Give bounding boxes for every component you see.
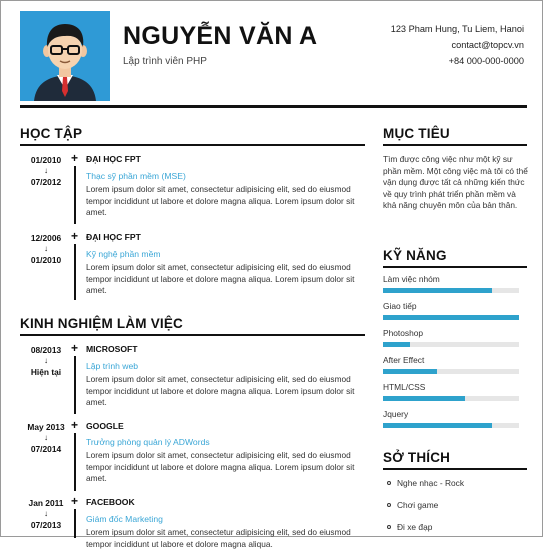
experience-entry [20, 418, 365, 489]
arrow-down-icon: ↓ [44, 244, 48, 253]
entry-role: Kỹ nghệ phần mềm [86, 249, 161, 259]
skill-bar-fill [383, 315, 519, 320]
entry-description: Lorem ipsum dolor sit amet, consectetur adipisicing elit, sed do eiusmod tempor incididunt ut labore et dolore magna aliqua. Lorem ipsum dolor sit amet. [86, 374, 355, 407]
entry-dates [20, 154, 72, 188]
entry-start-date: May 2013 [27, 422, 65, 432]
arrow-down-icon: ↓ [44, 356, 48, 365]
skill-bar-track [383, 423, 519, 428]
skill-bar-track [383, 315, 519, 320]
entry-start-date: Jan 2011 [28, 498, 64, 508]
entry-dates [20, 497, 72, 531]
experience-heading: KINH NGHIỆM LÀM VIỆC [20, 316, 184, 331]
hobbies-heading: SỞ THÍCH [383, 450, 451, 465]
skill-bar-track [383, 288, 519, 293]
entry-description: Lorem ipsum dolor sit amet, consectetur adipisicing elit, sed do eiusmod tempor incididunt ut labore et dolore magna aliqua. [86, 527, 351, 549]
entry-organization: ĐẠI HỌC FPT [86, 232, 141, 242]
skill-label: After Effect [383, 355, 425, 365]
contact-address: 123 Pham Hung, Tu Liem, Hanoi [390, 24, 524, 34]
header-divider [20, 105, 527, 108]
entry-description: Lorem ipsum dolor sit amet, consectetur adipisicing elit, sed do eiusmod tempor incididunt ut labore et dolore magna aliqua. Lorem ipsum dolor sit amet. [86, 262, 355, 295]
avatar-illustration [20, 11, 110, 101]
skills-heading: KỸ NĂNG [383, 248, 447, 263]
entry-description: Lorem ipsum dolor sit amet, consectetur adipisicing elit, sed do eiusmod tempor incididunt ut labore et dolore magna aliqua. Lorem ipsum dolor sit amet. [86, 184, 355, 217]
hobbies-rule [383, 468, 527, 470]
hobby-item [387, 500, 438, 510]
plus-icon: + [71, 494, 79, 508]
plus-icon: + [71, 418, 79, 432]
skill-item [383, 355, 519, 365]
entry-end-date: 07/2012 [30, 177, 62, 187]
timeline-line [74, 433, 76, 491]
skill-bar-track [383, 342, 519, 347]
entry-end-date: Hiện tại [30, 367, 62, 377]
skill-bar-fill [383, 369, 437, 374]
experience-rule [20, 334, 365, 336]
entry-start-date: 08/2013 [30, 345, 62, 355]
contact-block [391, 21, 524, 69]
arrow-down-icon: ↓ [44, 433, 48, 442]
skill-label: Giao tiếp [383, 301, 417, 311]
entry-role: Trưởng phòng quản lý ADWords [86, 437, 210, 447]
skill-label: Jquery [383, 409, 409, 419]
objective-heading: MỤC TIÊU [383, 126, 450, 141]
experience-entry [20, 494, 365, 549]
entry-start-date: 01/2010 [30, 155, 62, 165]
hobby-item [387, 478, 464, 488]
skill-item [383, 382, 519, 392]
entry-end-date: 01/2010 [30, 255, 62, 265]
entry-organization: MICROSOFT [86, 344, 138, 354]
hobby-label: Chơi game [397, 500, 439, 510]
candidate-name: NGUYỄN VĂN A [123, 22, 318, 50]
timeline-line [74, 166, 76, 224]
entry-dates [20, 232, 72, 266]
skill-label: Photoshop [383, 328, 424, 338]
entry-end-date: 07/2014 [30, 444, 62, 454]
skill-bar-track [383, 369, 519, 374]
education-heading: HỌC TẬP [20, 126, 83, 141]
skill-bar-track [383, 396, 519, 401]
education-entry [20, 229, 365, 300]
bullet-icon [387, 525, 391, 529]
plus-icon: + [71, 229, 79, 243]
skill-item [383, 274, 519, 284]
skill-bar-fill [383, 342, 410, 347]
plus-icon: + [71, 151, 79, 165]
experience-entry [20, 341, 365, 414]
entry-description: Lorem ipsum dolor sit amet, consectetur adipisicing elit, sed do eiusmod tempor incididunt ut labore et dolore magna aliqua. Lorem ipsum dolor sit amet. [86, 450, 355, 483]
bullet-icon [387, 503, 391, 507]
entry-role: Lập trình web [86, 361, 139, 371]
hobby-label: Đi xe đạp [397, 522, 433, 532]
entry-dates [20, 344, 72, 378]
skill-bar-fill [383, 423, 492, 428]
hobby-item [387, 522, 432, 532]
bullet-icon [387, 481, 391, 485]
timeline-line [74, 356, 76, 414]
skill-label: Làm việc nhóm [383, 274, 440, 284]
timeline-line [74, 509, 76, 538]
objective-text: Tìm được công việc như một kỹ sư phần mềm. Một công việc mà tôi có thể vận dụng được tất cả những kiến thức về quy trình phát triển phần mềm và khả năng chuyên môn của bản thân. [383, 154, 528, 211]
skill-bar-fill [383, 396, 465, 401]
arrow-down-icon: ↓ [44, 509, 48, 518]
contact-email[interactable]: contact@topcv.vn [451, 40, 524, 50]
avatar [20, 11, 110, 101]
plus-icon: + [71, 341, 79, 355]
hobby-label: Nghe nhạc - Rock [397, 478, 465, 488]
skill-item [383, 328, 519, 338]
skill-bar-fill [383, 288, 492, 293]
entry-organization: GOOGLE [86, 421, 124, 431]
education-rule [20, 144, 365, 146]
entry-role: Thạc sỹ phần mềm (MSE) [86, 171, 186, 181]
candidate-title: Lập trình viên PHP [123, 56, 207, 67]
skill-label: HTML/CSS [383, 382, 426, 392]
skill-item [383, 409, 519, 419]
entry-dates [20, 421, 72, 455]
entry-role: Giám đốc Marketing [86, 514, 163, 524]
contact-phone: +84 000-000-0000 [448, 56, 524, 66]
education-entry [20, 151, 365, 224]
skills-rule [383, 266, 527, 268]
skill-item [383, 301, 519, 311]
arrow-down-icon: ↓ [44, 166, 48, 175]
entry-end-date: 07/2013 [30, 520, 62, 530]
entry-organization: ĐẠI HỌC FPT [86, 154, 141, 164]
timeline-line [74, 244, 76, 300]
objective-rule [383, 144, 527, 146]
entry-organization: FACEBOOK [86, 497, 135, 507]
entry-start-date: 12/2006 [30, 233, 62, 243]
